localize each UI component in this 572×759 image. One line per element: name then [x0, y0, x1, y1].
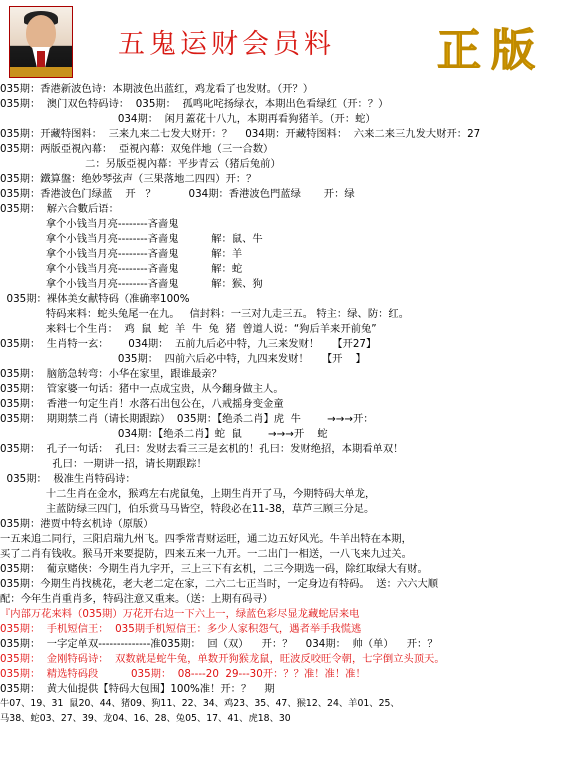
- text-line: 035期：香港新波色诗：本期波色出蓝红，鸡龙看了也发财。（开？）: [0, 83, 314, 95]
- text-line: 034期： 闲月蓋花十八九，本期再看狗猪羊。（开：蛇）: [0, 113, 376, 125]
- text-line: 035期：今期生肖找桃花，老大老二定在家，二六二七正当时，一定身边有特码。 送：六六大顺: [0, 578, 439, 590]
- genuine-badge: 正版: [437, 25, 545, 76]
- text-line: 一五来追二同行，三阳启瑞九州飞。四季常青财运旺，通二边五好风光。牛羊出特在本期，: [0, 533, 412, 545]
- text-line: 035期：鐵算盤：绝妙琴弦声（三果落地二四四）开：？: [0, 173, 257, 185]
- page-header: [0, 0, 572, 84]
- text-line: 二：另版亞視內幕：平步青云（猪后兔前）: [0, 158, 281, 170]
- text-line: 035期： 期期禁二肖（请长期跟踪） 035期：【绝杀二肖】虎 牛 →→→开：: [0, 413, 374, 425]
- text-line: 035期：开藏特图料： 三来九来二七发大财开：？ 034期：开藏特图料： 六来二来三九发大财开：27: [0, 128, 481, 140]
- avatar: [9, 6, 73, 78]
- text-line: 034期：【绝杀二肖】蛇 鼠 →→→开 蛇: [0, 428, 328, 440]
- text-line: 035期： 葡京赌侠：今期生肖九字开，三上三下有玄机，二三今期选一码，除红取绿大有财。: [0, 563, 428, 575]
- text-line: 035期： 金刚特码诗： 双数就是蛇牛兔，单数开狗猴龙鼠，旺波反咬旺令朝，七字倒立头顶天。: [0, 653, 445, 665]
- page-title: 五鬼运财会员料: [118, 29, 335, 60]
- text-line: 035期： 孔子一句话： 孔曰：发财去看三三是玄机的！孔曰：发财绝招，本期看单双！: [0, 443, 404, 455]
- text-line: 035期： 解六合數后语：: [0, 203, 119, 215]
- text-line: 035期：裸体美女献特码（准确率100%: [0, 293, 190, 305]
- text-line: 035期： 脑筋急转弯：小华在家里，跟谁最亲？: [0, 368, 222, 380]
- text-line: 拿个小钱当月亮--------吝啬鬼: [0, 218, 179, 230]
- text-line: 特码来料：蛇头兔尾一在九。 信封料：一三对九走三五。 特主：绿、防：红。: [0, 308, 410, 320]
- text-line: 035期： 管家婆一句话：猪中一点成宝贵，从今翻身做主人。: [0, 383, 284, 395]
- text-line: 035期： 香港一句定生肖！水落石出包公在，八戒摇身变金童: [0, 398, 284, 410]
- text-line: 孔曰：一期讲一招，请长期跟踪！: [0, 458, 207, 470]
- text-line: 035期： 澳门双色特码诗： 035期： 孤鸣叱咤扬绿衣，本期出色看绿红（开：？）: [0, 98, 389, 110]
- text-line: 配：今年生肖重肖多，特码注意又重来。（送：上期有码寻）: [0, 593, 273, 605]
- text-line: 035期： 极准生肖特码诗：: [0, 473, 136, 485]
- text-line: 035期： 手机短信王： 035期手机短信王：多少人家积怨气，遇者举手我慌逃: [0, 623, 362, 635]
- text-line: 拿个小钱当月亮--------吝啬鬼 解：猴、狗: [0, 278, 263, 290]
- text-line: 十二生肖在金水，猴鸡左右虎鼠兔，上期生肖开了马，今期特码大单龙，: [0, 488, 376, 500]
- text-line: 035期：香港波色门绿蓝 开 ？ 034期：香港波色門蓝绿 开：绿: [0, 188, 355, 200]
- text-line: 来料七个生肖： 鸡 鼠 蛇 羊 牛 兔 猪 曾道人说：“狗后羊来开前兔”: [0, 323, 377, 335]
- text-line: 『内部万花来料（035期）万花开右边一下六上一，绿蓝色彩尽显龙藏蛇居来电: [0, 608, 360, 620]
- avatar-logo-strip: [10, 67, 72, 77]
- text-line: 买了二肖有钱收。猴马开来要提防，四来五来一九开。一二出门一相送，一八飞来九过关。: [0, 548, 412, 560]
- text-line: 035期： 一字定单双--------------准035期： 回（双） 开：？ 034期： 帅（单） 开：？: [0, 638, 438, 650]
- avatar-face: [26, 15, 56, 51]
- text-line: 马38、蛇03、27、39、龙04、16、28、兔05、17、41、虎18、30: [0, 713, 291, 724]
- text-line: 035期： 黄大仙提供【特码大包围】100%准！开：？ 期: [0, 683, 275, 695]
- text-line: 035期： 精选特码段 035期： 08----20 29---30开：？？准！准！准！: [0, 668, 366, 680]
- text-line: 拿个小钱当月亮--------吝啬鬼 解：蛇: [0, 263, 243, 275]
- text-line: 拿个小钱当月亮--------吝啬鬼 解：羊: [0, 248, 243, 260]
- text-line: 主蓝防绿三四门，伯乐赏马马皆空，特段必在11-38，草芦三顾三分足。: [0, 503, 375, 515]
- text-line: 035期：两版亞視內幕： 亞視內幕：双兔伴地（三一合数）: [0, 143, 274, 155]
- text-line: 035期：港贾中特玄机诗（原版）: [0, 518, 154, 530]
- text-line: 035期： 四前六后必中特，九四来发财！ 【开 】: [0, 353, 366, 365]
- text-line: 拿个小钱当月亮--------吝啬鬼 解：鼠、牛: [0, 233, 263, 245]
- text-line: 035期： 生肖特一玄： 034期： 五前九后必中特，九三来发财！ 【开27】: [0, 338, 377, 350]
- text-line: 牛07、19、31 鼠20、44、猪09、狗11、22、34、鸡23、35、47、猴12、24、羊01、25、: [0, 698, 400, 709]
